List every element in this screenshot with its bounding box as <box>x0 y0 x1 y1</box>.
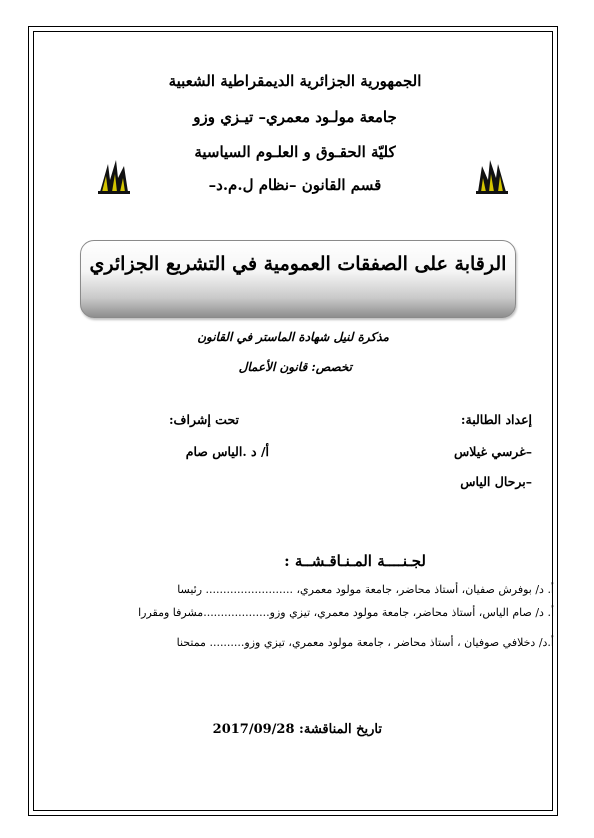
jury-member: أ.د/ دخلافي صوفيان ، أستاذ محاضر ، جامعة مولود معمري، تيزي وزو.......... ممتحنا <box>176 636 554 649</box>
supervisor-name: أ/ د .الياس صام <box>185 444 269 459</box>
thesis-title: الرقابة على الصفقات العمومية في التشريع الجزائري <box>89 253 507 275</box>
thesis-title-box <box>80 240 516 318</box>
department-heading: قسم القانون –نظام ل.م.د– <box>208 176 382 194</box>
jury-member: أ. د/ صام الياس، أستاذ محاضر، جامعة مولود معمري، تيزي وزو...................مشرفا ومقررا <box>138 606 554 619</box>
jury-member: أ. د/ بوفرش صفيان، أستاذ محاضر، جامعة مولود معمري، ......................... رئيسا <box>177 583 554 596</box>
university-emblem-icon <box>96 156 132 196</box>
student-name: –غرسي غيلاس <box>454 444 532 459</box>
university-heading: جامعة مولـود معمري– تيـزي وزو <box>193 108 397 126</box>
supervisor-label: تحت إشراف: <box>168 412 239 427</box>
faculty-heading: كليّة الحقـوق و العلـوم السياسية <box>194 143 396 161</box>
jury-title: لجـنــــة المـنـاقـشــة : <box>284 552 426 570</box>
specialty-line: تخصص: قانون الأعمال <box>238 360 352 374</box>
students-label: إعداد الطالبة: <box>460 412 532 427</box>
defense-date-value: 2017/09/28 <box>212 722 295 737</box>
student-name: –برحال الياس <box>460 474 532 489</box>
defense-date-label: تاريخ المناقشة: <box>299 722 382 737</box>
republic-heading: الجمهورية الجزائرية الديمقراطية الشعبية <box>168 72 422 90</box>
degree-line: مذكرة لنيل شهادة الماستر في القانون <box>197 330 389 344</box>
defense-date <box>213 722 382 737</box>
university-emblem-icon <box>474 156 510 196</box>
